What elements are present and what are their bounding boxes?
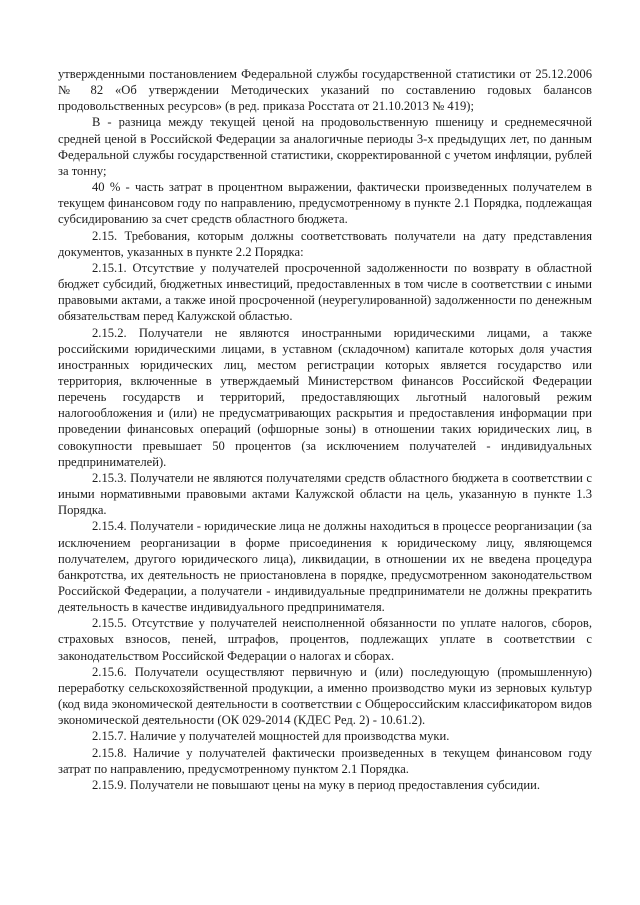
- paragraph-2-15-4: 2.15.4. Получатели - юридические лица не должны находиться в процессе реорганизации (за исключением реорганизации в форме присоединения к юридическому лицу, являющемся получателем, другого юридического лица), ликвидации, в отношении их не введена процедура банкротства, их деятельность не приостановлена в порядке, предусмотренном законодательством Российской Федерации, а получатели - индивидуальные предприниматели не должны прекратить деятельность в качестве индивидуального предпринимателя.: [58, 519, 592, 615]
- paragraph-2-15: 2.15. Требования, которым должны соответствовать получатели на дату представления документов, указанных в пункте 2.2 Порядка:: [58, 228, 592, 259]
- paragraph-2-15-2: 2.15.2. Получатели не являются иностранными юридическими лицами, а также российскими юридическими лицами, в уставном (складочном) капитале которых доля участия иностранных юридических лиц, местом регистрации которых является государство или территория, включенные в утверждаемый Министерством финансов Российской Федерации перечень государств и территорий, предоставляющих льготный налоговый режим налогообложения и (или) не предусматривающих раскрытия и предоставления информации при проведении финансовых операций (офшорные зоны) в отношении таких юридических лиц, в совокупности превышает 50 процентов (за исключением получателей - индивидуальных предпринимателей).: [58, 325, 592, 469]
- paragraph-continuation: утвержденными постановлением Федеральной службы государственной статистики от 25.12.2006 № 82 «Об утверждении Методических указаний по составлению годовых балансов продовольственных ресурсов» (в ред. приказа Росстата от 21.10.2013 № 419);: [58, 67, 592, 114]
- paragraph-b-definition: В - разница между текущей ценой на продовольственную пшеницу и среднемесячной средней ценой в Российской Федерации за аналогичные периоды 3-х предыдущих лет, по данным Федеральной службы государственной статистики, скорректированной с учетом инфляции, рублей за тонну;: [58, 115, 592, 178]
- paragraph-2-15-8: 2.15.8. Наличие у получателей фактически произведенных в текущем финансовом году затрат по направлению, предусмотренному пунктом 2.1 Порядка.: [58, 745, 592, 776]
- paragraph-2-15-3: 2.15.3. Получатели не являются получателями средств областного бюджета в соответствии с иными нормативными правовыми актами Калужской области на цель, указанную в пункте 1.3 Порядка.: [58, 470, 592, 518]
- paragraph-40-percent: 40 % - часть затрат в процентном выражении, фактически произведенных получателем в текущем финансовом году по направлению, предусмотренному в пункте 2.1 Порядка, подлежащая субсидированию за счет средств областного бюджета.: [58, 180, 592, 227]
- paragraph-2-15-1: 2.15.1. Отсутствие у получателей просроченной задолженности по возврату в областной бюджет субсидий, бюджетных инвестиций, предоставленных в том числе в соответствии с иными правовыми актами, а также иной просроченной (неурегулированной) задолженности по денежным обязательствам перед Калужской областью.: [58, 260, 592, 324]
- paragraph-2-15-7: 2.15.7. Наличие у получателей мощностей для производства муки.: [92, 729, 450, 744]
- paragraph-2-15-5: 2.15.5. Отсутствие у получателей неисполненной обязанности по уплате налогов, сборов, страховых взносов, пеней, штрафов, процентов, подлежащих уплате в соответствии с законодательством Российской Федерации о налогах и сборах.: [58, 616, 592, 663]
- paragraph-2-15-9: 2.15.9. Получатели не повышают цены на муку в период предоставления субсидии.: [92, 777, 541, 792]
- paragraph-2-15-6: 2.15.6. Получатели осуществляют первичную и (или) последующую (промышленную) переработку сельскохозяйственной продукции, а именно производство муки из зерновых культур (код вида экономической деятельности в соответствии с Общероссийским классификатором видов экономической деятельности (ОК 029-2014 (КДЕС Ред. 2) - 10.61.2).: [58, 664, 592, 728]
